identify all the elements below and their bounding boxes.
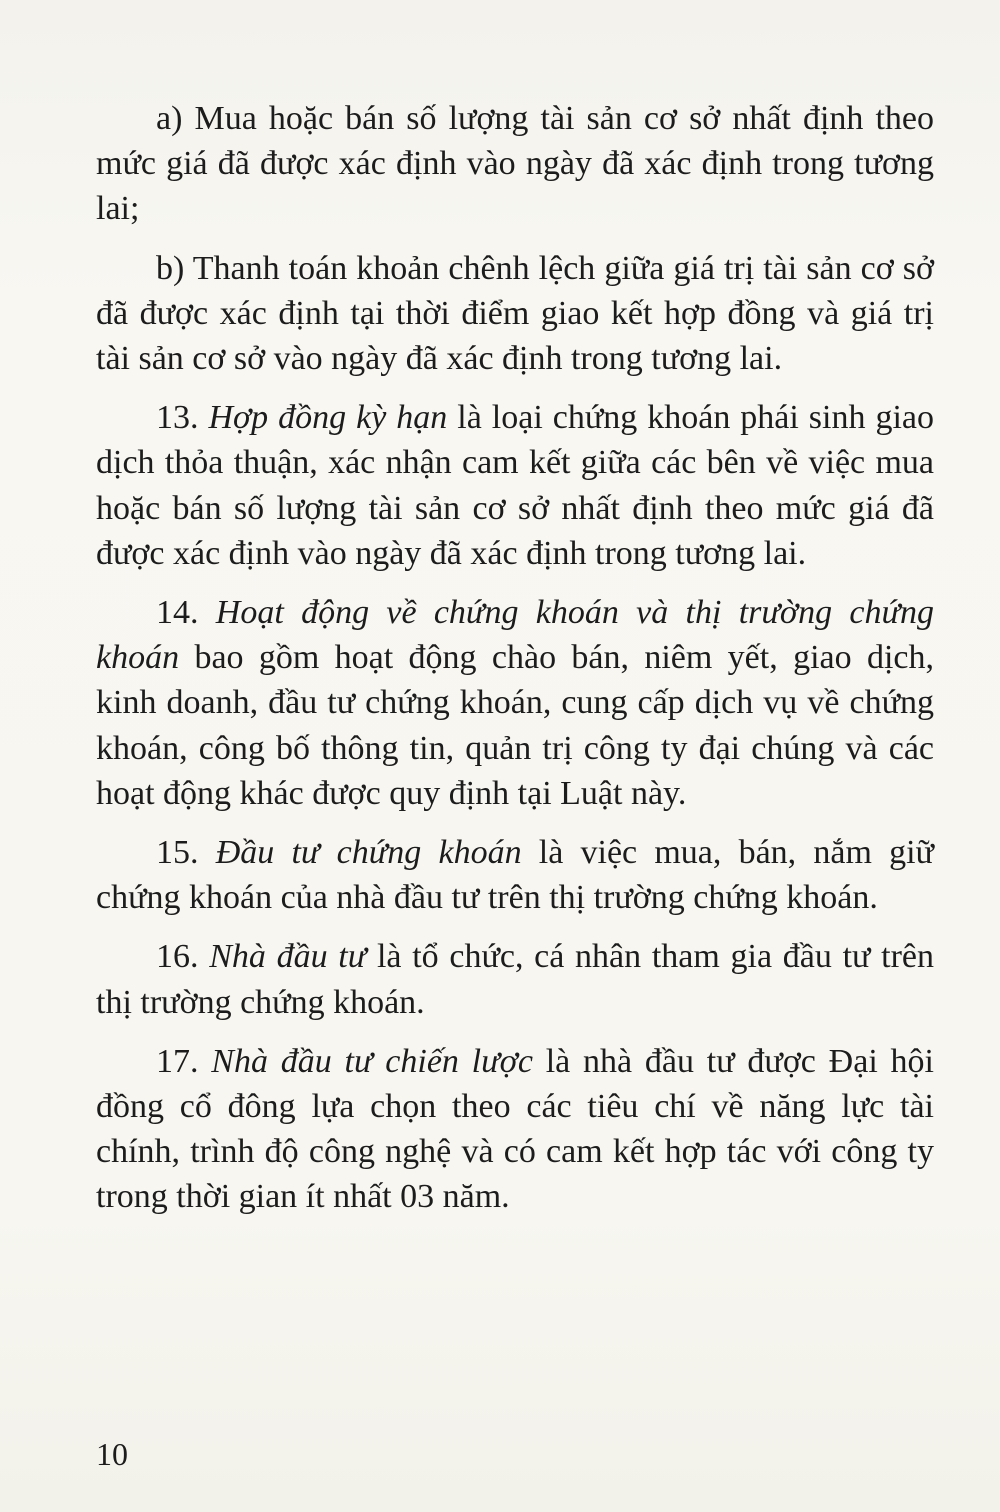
defined-term: Hợp đồng kỳ hạn bbox=[208, 399, 448, 437]
paragraph-body: là tổ chức, cá nhân tham gia đầu tư trên thị trường chứng khoán. bbox=[96, 938, 934, 1021]
paragraph-body: bao gồm hoạt động chào bán, niêm yết, giao dịch, kinh doanh, đầu tư chứng khoán, cung cấp dịch vụ về chứng khoán, công bố thông tin, quản trị công ty đại chúng và các hoạt động khác được quy định tại Luật này. bbox=[96, 639, 934, 812]
paragraph-17 bbox=[96, 1039, 934, 1220]
paragraph-a bbox=[96, 96, 934, 232]
paragraph-14 bbox=[96, 590, 934, 816]
defined-term: Nhà đầu tư chiến lược bbox=[211, 1042, 533, 1080]
paragraph-lead: 17. bbox=[156, 1042, 212, 1080]
paragraph-body: a) Mua hoặc bán số lượng tài sản cơ sở nhất định theo mức giá đã được xác định vào ngày đã xác định trong tương lai; bbox=[96, 100, 934, 228]
paragraph-body: là nhà đầu tư được Đại hội đồng cổ đông lựa chọn theo các tiêu chí về năng lực tài chính, trình độ công nghệ và có cam kết hợp tác với công ty trong thời gian ít nhất 03 năm. bbox=[96, 1042, 934, 1216]
paragraph-16 bbox=[96, 934, 934, 1024]
defined-term: Đầu tư chứng khoán bbox=[215, 834, 522, 872]
paragraph-lead: 14. bbox=[156, 594, 216, 632]
body-text bbox=[96, 96, 934, 1234]
defined-term: Nhà đầu tư bbox=[209, 938, 367, 976]
paragraph-body: là việc mua, bán, nắm giữ chứng khoán của nhà đầu tư trên thị trường chứng khoán. bbox=[96, 834, 934, 917]
paragraph-b bbox=[96, 246, 934, 382]
defined-term: Hoạt động về chứng khoán và thị trường chứng khoán bbox=[96, 594, 934, 677]
paragraph-lead: 16. bbox=[156, 938, 210, 976]
paragraph-lead: 15. bbox=[156, 834, 216, 872]
paragraph-body: b) Thanh toán khoản chênh lệch giữa giá trị tài sản cơ sở đã được xác định tại thời điểm giao kết hợp đồng và giá trị tài sản cơ sở vào ngày đã xác định trong tương lai. bbox=[96, 249, 934, 378]
paragraph-15 bbox=[96, 830, 934, 920]
paragraph-lead: 13. bbox=[156, 399, 209, 437]
paragraph-body: là loại chứng khoán phái sinh giao dịch thỏa thuận, xác nhận cam kết giữa các bên về việc mua hoặc bán số lượng tài sản cơ sở nhất định theo mức giá đã được xác định vào ngày đã xác định trong tương lai. bbox=[96, 399, 934, 572]
page-number: 10 bbox=[96, 1436, 128, 1472]
paragraph-13 bbox=[96, 395, 934, 576]
